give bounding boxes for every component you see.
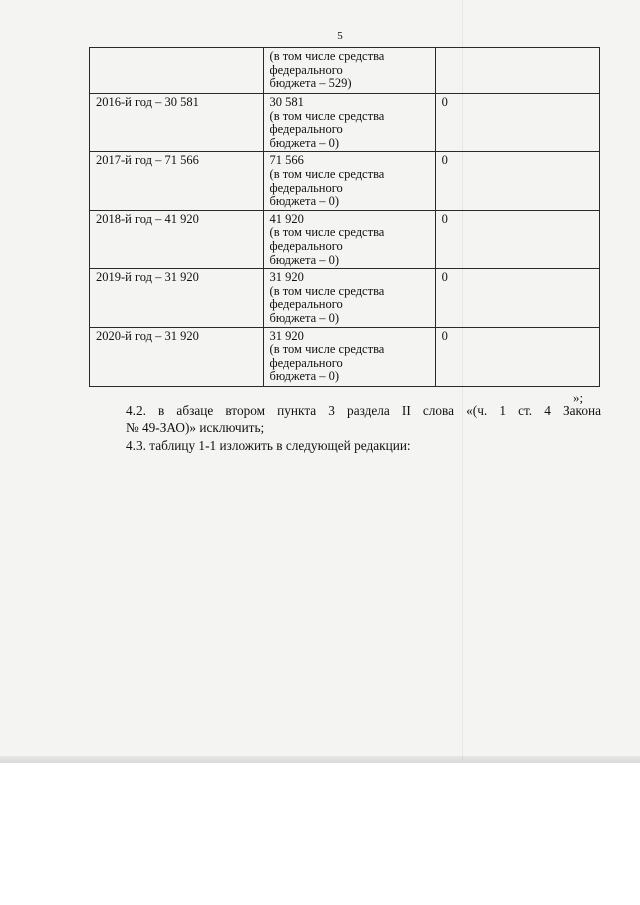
amount-line: (в том числе средства (269, 108, 385, 123)
amount-cell (263, 327, 435, 386)
year-cell: 2016-й год – 30 581 (90, 94, 264, 152)
paragraph-line: 4.2. в абзаце втором пункта 3 раздела II слова «(ч. 1 ст. 4 Закона (126, 403, 601, 418)
table-closing-quote: »; (573, 390, 584, 405)
extra-cell: 0 (435, 210, 599, 268)
table-row (90, 327, 600, 386)
table-row (90, 48, 600, 94)
amount-line: бюджета – 0) (269, 310, 340, 325)
amount-line: федерального (269, 238, 343, 253)
amount-cell (263, 269, 435, 327)
year-cell: 2019-й год – 31 920 (90, 269, 264, 327)
amount-cell (263, 94, 435, 152)
extra-cell: 0 (435, 94, 599, 152)
extra-cell (435, 48, 599, 94)
year-cell: 2017-й год – 71 566 (90, 152, 264, 210)
paragraph-4-3: 4.3. таблицу 1-1 изложить в следующей редакции: (126, 438, 411, 453)
amount-line: (в том числе средства (269, 49, 385, 63)
amount-line: бюджета – 0) (269, 135, 340, 150)
amount-line: 30 581 (269, 95, 304, 109)
amount-line: (в том числе средства (269, 342, 385, 357)
amount-line: 41 920 (269, 211, 304, 226)
amount-cell (263, 152, 435, 210)
year-cell (90, 48, 264, 94)
year-cell: 2018-й год – 41 920 (90, 210, 264, 268)
amount-line: (в том числе средства (269, 225, 385, 240)
amount-line: бюджета – 0) (269, 252, 340, 267)
scan-bottom-edge (0, 756, 640, 763)
table-row (90, 94, 600, 152)
extra-cell: 0 (435, 327, 599, 386)
amount-line: (в том числе средства (269, 283, 385, 298)
amount-line: бюджета – 0) (269, 369, 340, 384)
extra-cell: 0 (435, 269, 599, 327)
amount-line: 71 566 (269, 153, 304, 168)
page-number: 5 (337, 30, 343, 42)
amount-line: 31 920 (269, 328, 304, 343)
paragraph-4-2 (89, 402, 601, 436)
amount-line: бюджета – 0) (269, 194, 340, 209)
amount-line: 31 920 (269, 270, 304, 285)
amount-line: федерального (269, 297, 343, 312)
amount-cell (263, 48, 435, 94)
extra-cell: 0 (435, 152, 599, 210)
amount-line: (в том числе средства (269, 166, 385, 181)
amount-line: бюджета – 529) (269, 76, 352, 91)
amount-line: федерального (269, 355, 343, 370)
year-cell: 2020-й год – 31 920 (90, 327, 264, 386)
budget-table (89, 47, 600, 387)
table-row (90, 210, 600, 268)
paragraph-line: № 49-ЗАО)» исключить; (126, 420, 265, 435)
table-row (90, 152, 600, 210)
amount-line: федерального (269, 122, 343, 137)
amount-cell (263, 210, 435, 268)
amount-line: федерального (269, 180, 343, 195)
amount-line: федерального (269, 62, 343, 77)
table-row (90, 269, 600, 327)
